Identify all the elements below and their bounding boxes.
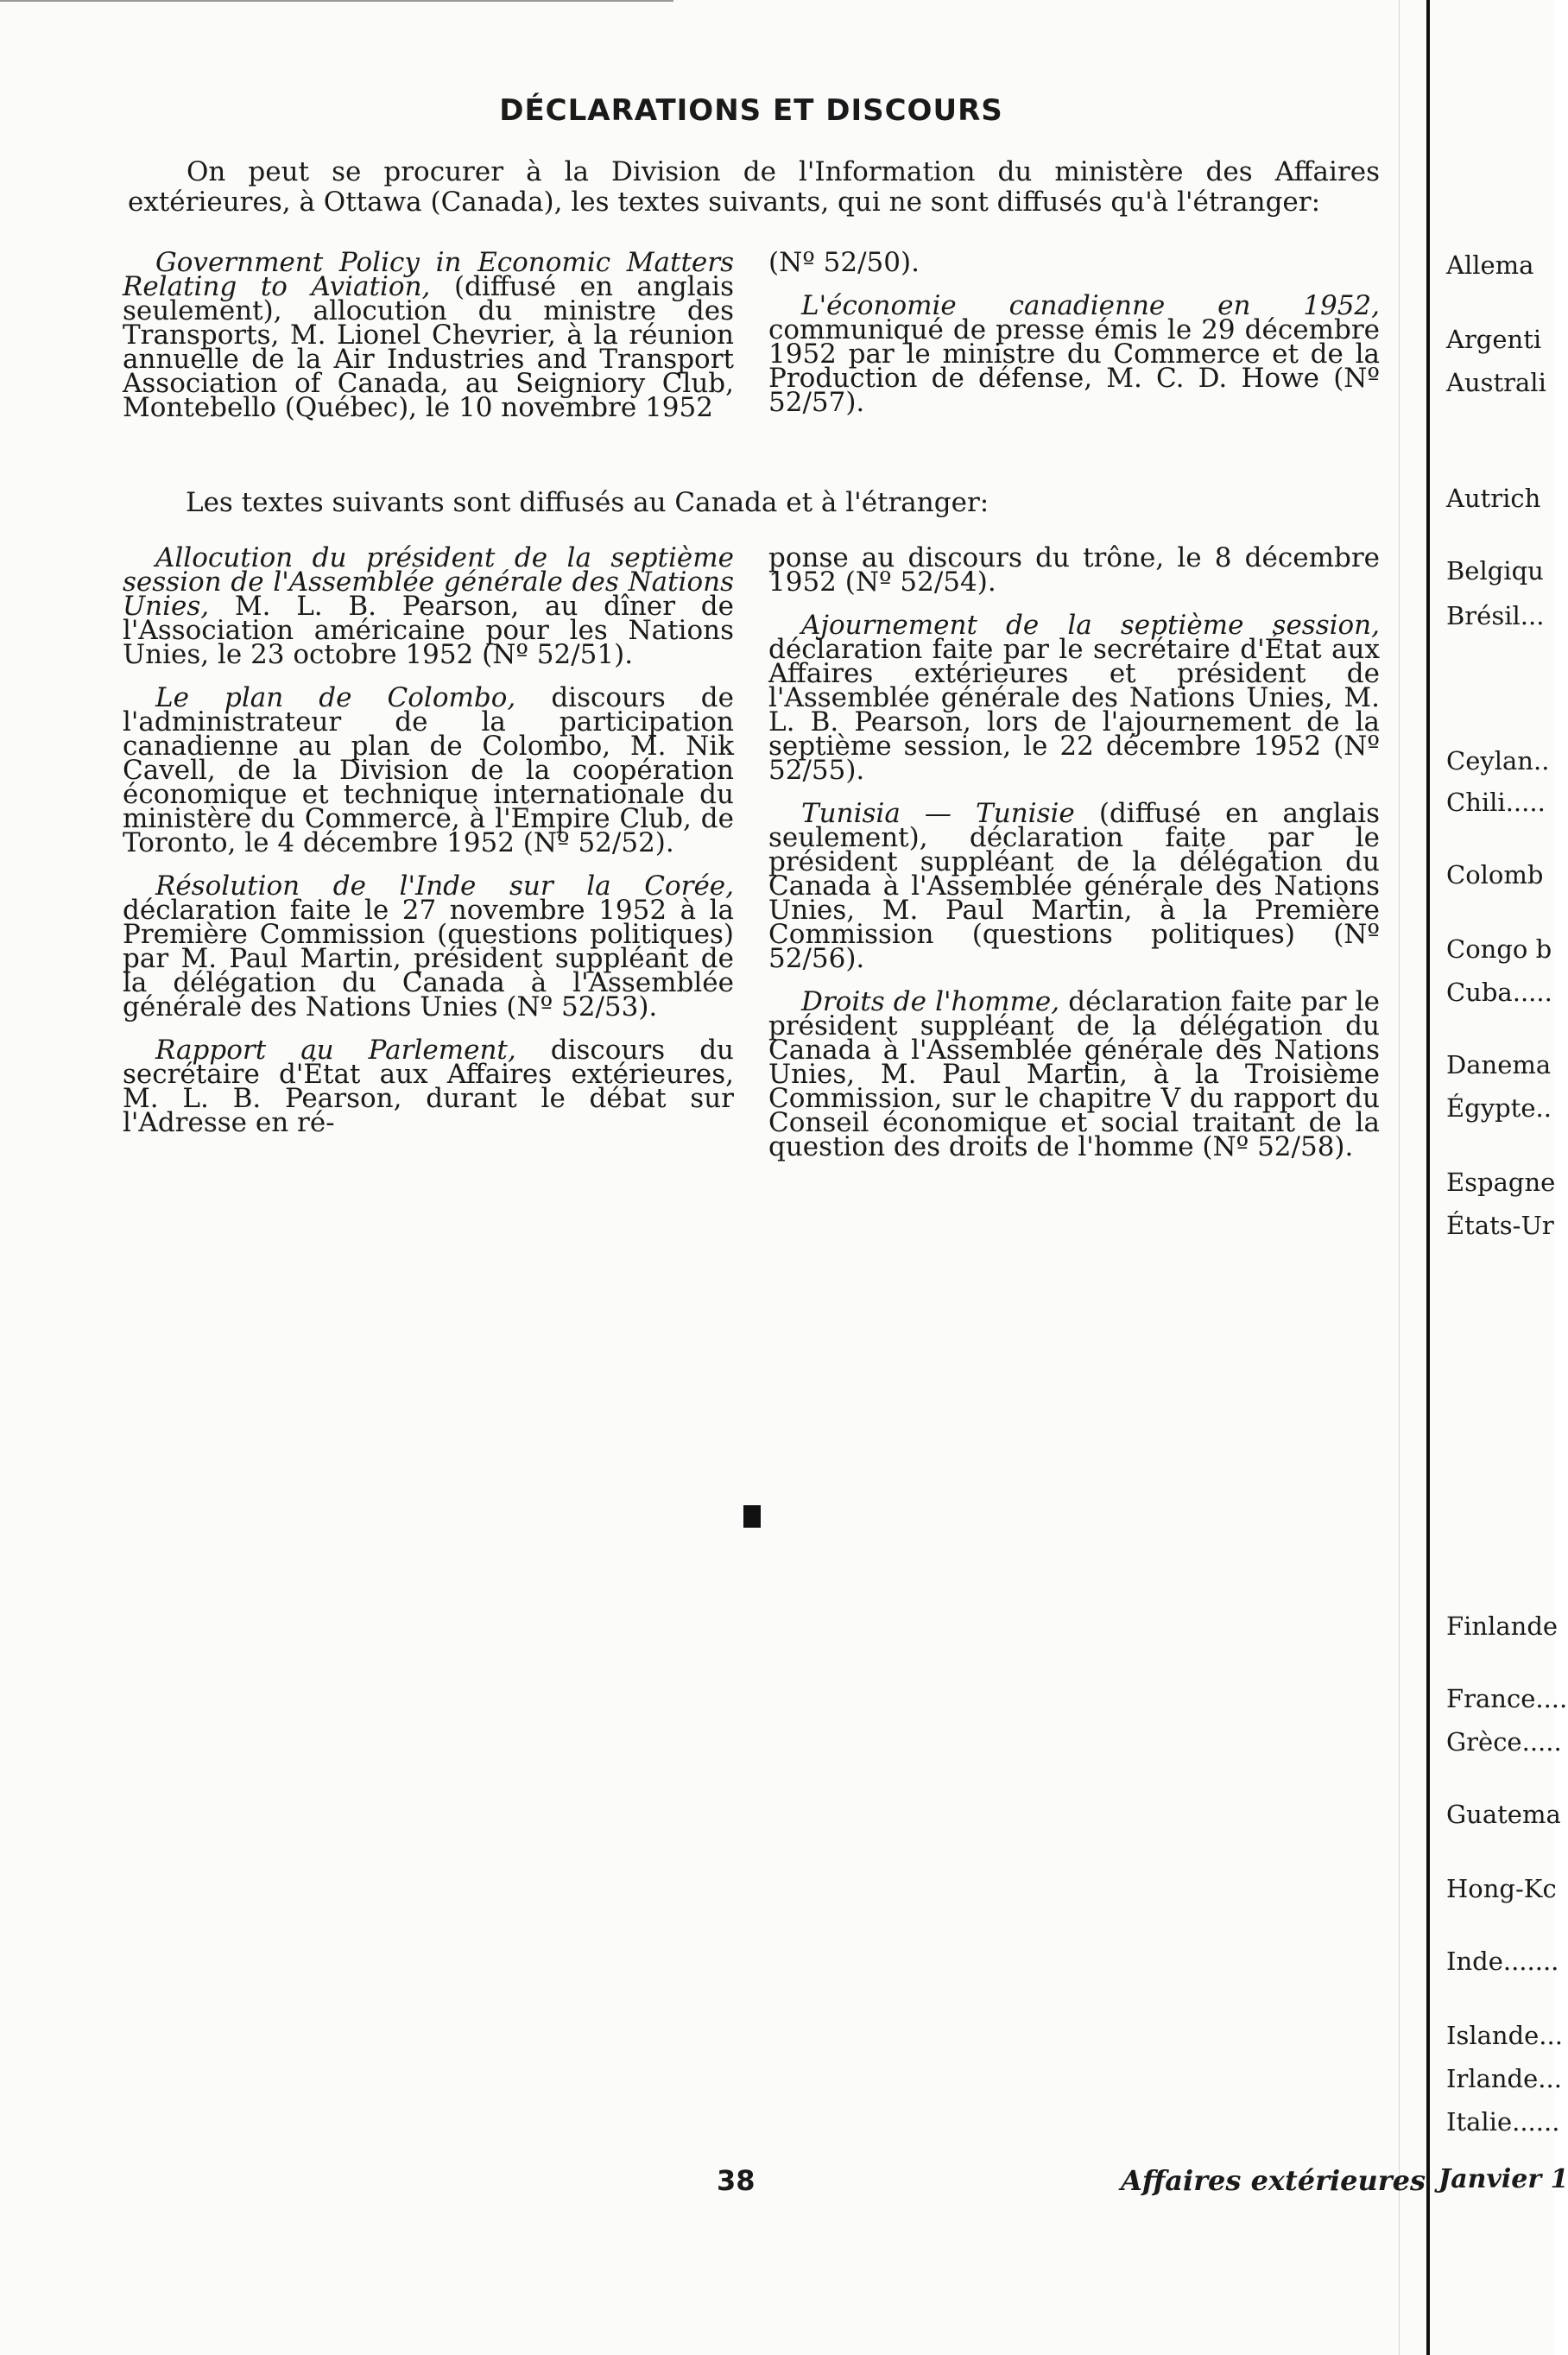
entry [123, 1035, 734, 1138]
page-edge-line [1426, 0, 1430, 2355]
sidebar-entry: Belgiqu [1446, 556, 1544, 586]
entry-title: Le plan de Colombo, [155, 682, 516, 713]
entry-title: Rapport au Parlement, [155, 1035, 516, 1066]
entry-body: (diffusé en anglais seulement), allocution du ministre des Transports, M. Lionel Chevrier, à la réunion annuelle de la Air Industries and Transport Association of Canada, au Seigniory Club, Montebello (Québec), le 10 novembre 1952 [123, 271, 734, 423]
entry [768, 610, 1380, 786]
sidebar-entry: Argenti [1446, 325, 1542, 354]
sidebar-entry: Chili..... [1446, 788, 1546, 817]
sidebar-entry: Guatema [1446, 1800, 1561, 1829]
entry-body: déclaration faite le 27 novembre 1952 à la Première Commission (questions politiques) par M. Paul Martin, président suppléant de la délégation du Canada à l'Assemblée générale des Nations Unies (Nº 52/53). [123, 895, 734, 1022]
sub-intro: Les textes suivants sont diffusés au Canada et à l'étranger: [186, 487, 989, 518]
entry-title: Allocution du président de la septième session de l'Assemblée générale des Nations Unies, [123, 542, 734, 622]
sidebar-entry: Italie...... [1446, 2107, 1560, 2137]
entry-title: Government Policy in Economic Matters Relating to Aviation, [123, 247, 734, 302]
issue-date: Janvier 1 [1438, 2164, 1568, 2194]
entry-body: communiqué de presse émis le 29 décembre 1952 par le ministre du Commerce et de la Production de défense, M. C. D. Howe (Nº 52/57). [768, 314, 1380, 418]
top-edge-line [0, 0, 673, 2]
entry-title: Ajournement de la septième session, [801, 610, 1380, 641]
entry-title: L'économie canadienne en 1952, [801, 290, 1380, 321]
sidebar-entry: Irlande... [1446, 2064, 1562, 2093]
entry [123, 870, 734, 1022]
sidebar-entry: Congo b [1446, 934, 1552, 964]
sidebar-entry: Australi [1446, 368, 1546, 397]
sidebar-entry: Hong-Kc [1446, 1874, 1557, 1903]
entry [768, 290, 1380, 418]
sidebar-entry: Grèce..... [1446, 1727, 1562, 1757]
page-title: DÉCLARATIONS ET DISCOURS [499, 93, 1003, 128]
sidebar-entry: Cuba..... [1446, 978, 1552, 1007]
fold-line [1399, 0, 1400, 2355]
sidebar-entry: Danema [1446, 1050, 1552, 1079]
sidebar-entry: États-Ur [1446, 1211, 1554, 1240]
entry [768, 542, 1380, 598]
sidebar-entry: Islande... [1446, 2021, 1563, 2050]
section-2-left-column [123, 542, 734, 1178]
entry [768, 247, 1380, 278]
sidebar-entry: Allema [1446, 250, 1534, 280]
intro-paragraph: On peut se procurer à la Division de l'Information du ministère des Affaires extérieures, à Ottawa (Canada), les textes suivants, qui ne sont diffusés qu'à l'étranger: [128, 156, 1380, 218]
entry [123, 247, 734, 423]
entry-body: déclaration faite par le président suppléant de la délégation du Canada à l'Assemblée générale des Nations Unies, M. Paul Martin, à la Troisième Commission, sur le chapitre V du rapport du Conseil économique et social traitant de la question des droits de l'homme (Nº 52/58). [768, 986, 1380, 1162]
entry [768, 798, 1380, 974]
entry [768, 986, 1380, 1162]
section-1-left-column [123, 247, 734, 439]
entry-body: M. L. B. Pearson, au dîner de l'Association américaine pour les Nations Unies, le 23 octobre 1952 (Nº 52/51). [123, 591, 734, 670]
sidebar-entry: Inde....... [1446, 1947, 1559, 1976]
section-1-columns [123, 247, 1380, 439]
section-2-right-column [768, 542, 1380, 1178]
entry-body: (diffusé en anglais seulement), déclaration faite par le président suppléant de la délégation du Canada à l'Assemblée générale des Nations Unies, M. Paul Martin, à la Première Commission (questions politiques) (Nº 52/56). [768, 798, 1380, 974]
entry-body: déclaration faite par le secrétaire d'État aux Affaires extérieures et président de l'Assemblée générale des Nations Unies, M. L. B. Pearson, lors de l'ajournement de la septième session, le 22 décembre 1952 (Nº 52/55). [768, 634, 1380, 786]
sidebar-entry: Colomb [1446, 860, 1544, 889]
entry-body: discours du secrétaire d'État aux Affaires extérieures, M. L. B. Pearson, durant le débat sur l'Adresse en ré- [123, 1035, 734, 1138]
entry-body: discours de l'administrateur de la participation canadienne au plan de Colombo, M. Nik Cavell, de la Division de la coopération économique et technique internationale du ministère du Commerce, à l'Empire Club, de Toronto, le 4 décembre 1952 (Nº 52/52). [123, 682, 734, 858]
publication-name: Affaires extérieures [1121, 2164, 1426, 2197]
sidebar-entry: Espagne [1446, 1168, 1556, 1197]
sidebar-entry: Autrich [1446, 484, 1541, 513]
entry-body: (Nº 52/50). [768, 247, 920, 278]
entry [123, 682, 734, 858]
entry-title: Tunisia — Tunisie [801, 798, 1075, 829]
section-1-right-column [768, 247, 1380, 439]
sidebar-entry: France.... [1446, 1684, 1568, 1713]
page-number: 38 [717, 2164, 756, 2197]
entry [123, 542, 734, 670]
sidebar-entry: Égypte.. [1446, 1093, 1552, 1123]
section-2-columns [123, 542, 1380, 1178]
sidebar-entry: Ceylan.. [1446, 746, 1550, 776]
sidebar-entry: Brésil... [1446, 601, 1545, 630]
entry-title: Droits de l'homme, [801, 986, 1060, 1017]
section-end-bullet [743, 1505, 761, 1528]
entry-body: ponse au discours du trône, le 8 décembre 1952 (Nº 52/54). [768, 542, 1380, 598]
sidebar-entry: Finlande [1446, 1611, 1559, 1641]
entry-title: Résolution de l'Inde sur la Corée, [155, 870, 734, 902]
